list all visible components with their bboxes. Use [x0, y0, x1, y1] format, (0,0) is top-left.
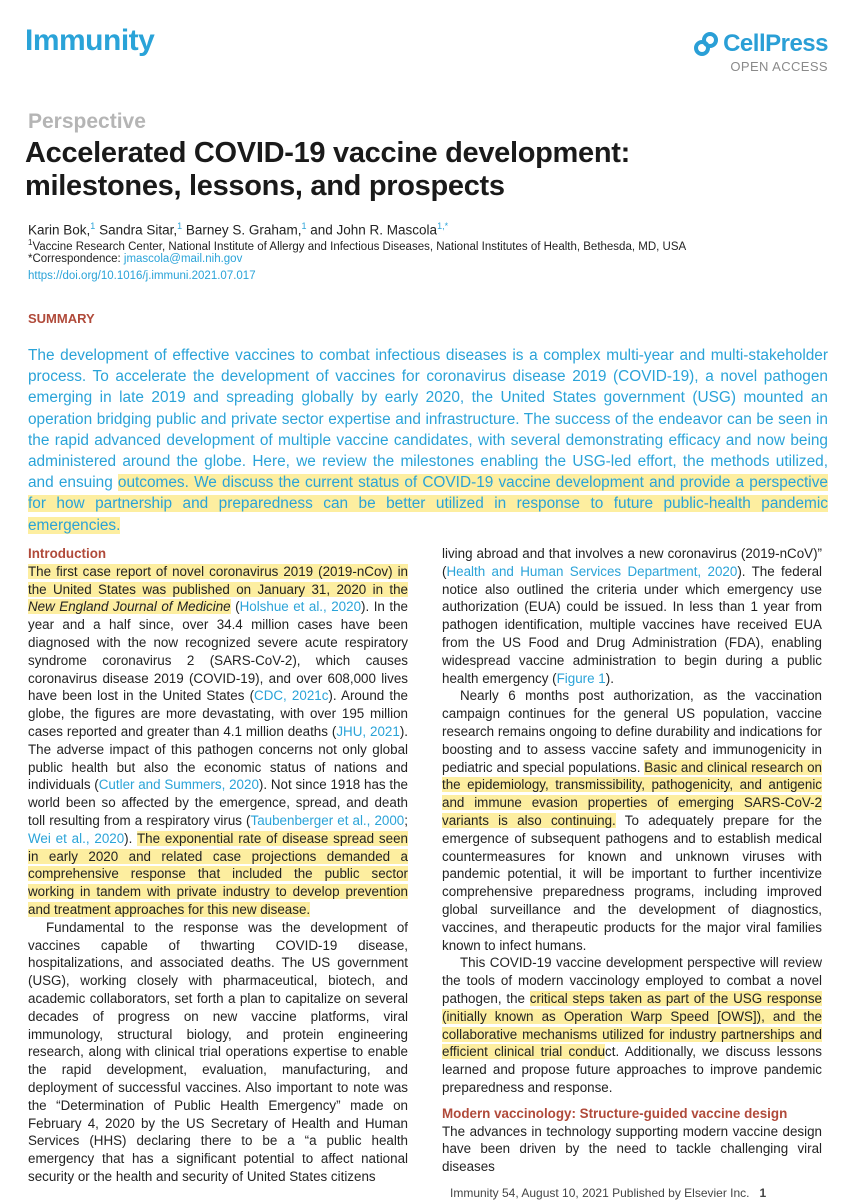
open-access-label: OPEN ACCESS [730, 59, 828, 74]
body-text: ). The federal notice also outlined the criteria under which emergency use authorization (EUA) could be issued. In less than 1 year from pathogen identification, multiple vaccines have received EUA from the US Food and Drug Administration (FDA), enabling widespread vaccine administration to begin during a public health emergency ( [442, 563, 822, 686]
right-paragraph-4: The advances in technology supporting modern vaccine design have been driven by the need to tackle challenging viral diseases [442, 1123, 822, 1175]
correspondence-label: *Correspondence: [28, 253, 124, 265]
right-paragraph-2 [442, 687, 822, 954]
footer-citation: Immunity 54, August 10, 2021 Published by Elsevier Inc. [450, 1186, 750, 1200]
summary-heading: SUMMARY [28, 311, 95, 326]
citation-link[interactable]: Holshue et al., 2020 [239, 599, 362, 615]
journal-name-highlight: New England Journal of Medicine [28, 599, 231, 615]
body-text: ). Not since 1918 has the world been so affected by the emergence, spread, and death toll resulting from a respiratory virus ( [28, 777, 408, 828]
page-number: 1 [759, 1186, 767, 1200]
left-column [28, 545, 408, 1186]
highlight-text: Basic and clinical research on the epidemiology, transmissibility, pathogenicity, and antigenic and immune evasion properties of emerging SARS-CoV-2 variants is also continuing. [442, 759, 822, 828]
journal-title: Immunity [25, 24, 155, 57]
author-affiliation-marker: 1 [90, 221, 96, 231]
body-text: ; [404, 812, 408, 828]
summary-text [28, 345, 828, 536]
publisher-name: CellPress [723, 30, 828, 57]
body-text: To adequately prepare for the emergence of subsequent pathogens and to establish medical countermeasures for known and unknown viruses with pandemic potential, it will be important to further incentivize comprehensive preparedness programs, including improved global surveillance and the development of diagnostics, vaccines, and therapeutic products for the major viral families known to infect humans. [442, 812, 822, 953]
affiliation [28, 238, 686, 253]
correspondence-email-link[interactable]: jmascola@mail.nih.gov [123, 253, 243, 265]
body-text: living abroad and that involves a new coronavirus (2019-nCoV)” ( [442, 546, 822, 579]
correspondence [28, 253, 242, 265]
affiliation-marker: 1 [28, 238, 33, 247]
body-text: ). Around the globe, the figures are more devastating, with over 195 million cases reported and greater than 4.1 million deaths ( [28, 688, 408, 739]
highlight-text: critical steps taken as part of the USG response (initially known as Operation Warp Speed [OWS]), and the collaborative mechanisms utilized for industry partnerships and efficient clinical trial condu [442, 990, 822, 1060]
article-title: Accelerated COVID-19 vaccine development: milestones, lessons, and prospects [25, 137, 630, 202]
section-heading: Modern vaccinology: Structure-guided vaccine design [442, 1105, 788, 1121]
cellpress-icon [693, 31, 719, 57]
body-text: ). The adverse impact of this pathogen concerns not only global public health but also the economic status of nations and individuals ( [28, 723, 409, 793]
body-text: This COVID-19 vaccine development perspective will review the tools of modern vaccinology employed to combat a novel pathogen, the [442, 955, 822, 1006]
article-type: Perspective [28, 110, 146, 133]
doi-link[interactable]: https://doi.org/10.1016/j.immuni.2021.07.017 [28, 270, 256, 282]
citation-link[interactable]: Health and Human Services Department, 2020 [446, 563, 738, 579]
citation-link[interactable]: JHU, 2021 [336, 723, 400, 739]
body-text: Nearly 6 months post authorization, as the vaccination campaign continues for the general US population, vaccine research remains ongoing to define durability and indications for boosting and to assess vaccine safety and immunogenicity in pediatric and special populations. [442, 688, 822, 775]
body-text: ). [124, 830, 137, 846]
body-text: ). [605, 670, 614, 686]
body-text: ct. Additionally, we discuss lessons learned and propose future approaches to improve pandemic preparedness and response. [442, 1044, 822, 1095]
intro-paragraph-1 [28, 563, 408, 919]
summary-highlight: outcomes. We discuss the current status of COVID-19 vaccine development and provide a perspective for how partnership and preparedness can be better utilized in response to future public-health pandemic emergencies. [28, 474, 828, 534]
summary-body: The development of effective vaccines to combat infectious diseases is a complex multi-year and multi-stakeholder process. To accelerate the development of vaccines for coronavirus disease 2019 (COVID-19), a novel pathogen emerging in late 2019 and spreading globally by early 2020, the United States government (USG) mounted an operation bridging public and private sector expertise and infrastructure. The success of the endeavor can be seen in the rapid advanced development of multiple vaccine candidates, with several demonstrating efficacy and now being administered around the globe. Here, we review the milestones enabling the USG-led effort, the methods utilized, and ensuing [28, 347, 828, 492]
author-name: Barney S. Graham, [185, 222, 302, 238]
page-footer [450, 1186, 766, 1200]
author-list [28, 221, 448, 238]
right-column [442, 545, 822, 1176]
figure-link[interactable]: Figure 1 [556, 670, 606, 686]
body-text: ). In the year and a half since, over 34.4 million cases have been diagnosed with the now recognized severe acute respiratory syndrome coronavirus 2 (SARS-CoV-2), which causes coronavirus disease 2019 (COVID-19), and over 608,000 lives have been lost in the United States ( [28, 599, 408, 704]
right-paragraph-1 [442, 545, 822, 687]
right-paragraph-3 [442, 954, 822, 1096]
author-affiliation-marker: 1,* [437, 221, 449, 231]
author-name: and John R. Mascola [310, 222, 438, 238]
introduction-heading: Introduction [28, 546, 107, 561]
body-text: ( [230, 599, 240, 615]
intro-paragraph-2: Fundamental to the response was the development of vaccines capable of thwarting COVID-19 disease, hospitalizations, and associated deaths. The US government (USG), working closely with pharmaceutical, biotech, and academic collaborators, set forth a plan to capitalize on several decades of progress on new vaccine platforms, viral immunology, structural biology, and protein engineering research, along with clinical trial operations expertise to enable the rapid development, evaluation, manufacturing, and deployment of successful vaccines. Also important to note was the “Determination of Public Health Emergency” made on February 4, 2020 by the US Secretary of Health and Human Services (HHS) declaring there to be a “a public health emergency that has a significant potential to affect national security or the health and security of United States citizens [28, 919, 408, 1184]
highlight-text: The exponential rate of disease spread seen in early 2020 and related case projections demanded a comprehensive response that included the public sector working in tandem with private industry to develop prevention and treatment approaches for this new disease. [28, 830, 408, 917]
highlight-text: The first case report of novel coronavirus 2019 (2019-nCov) in the United States was published on January 31, 2020 in the [28, 563, 408, 597]
author-affiliation-marker: 1 [177, 221, 183, 231]
author-name: Karin Bok, [28, 222, 91, 238]
affiliation-text: Vaccine Research Center, National Institute of Allergy and Infectious Diseases, National Institutes of Health, Bethesda, MD, USA [32, 240, 687, 253]
citation-link[interactable]: Wei et al., 2020 [28, 830, 125, 846]
author-affiliation-marker: 1 [301, 221, 307, 231]
publisher-logo [693, 30, 828, 74]
citation-link[interactable]: Taubenberger et al., 2000 [250, 812, 405, 828]
citation-link[interactable]: CDC, 2021c [254, 688, 329, 704]
author-name: Sandra Sitar, [99, 222, 178, 238]
citation-link[interactable]: Cutler and Summers, 2020 [98, 777, 259, 793]
